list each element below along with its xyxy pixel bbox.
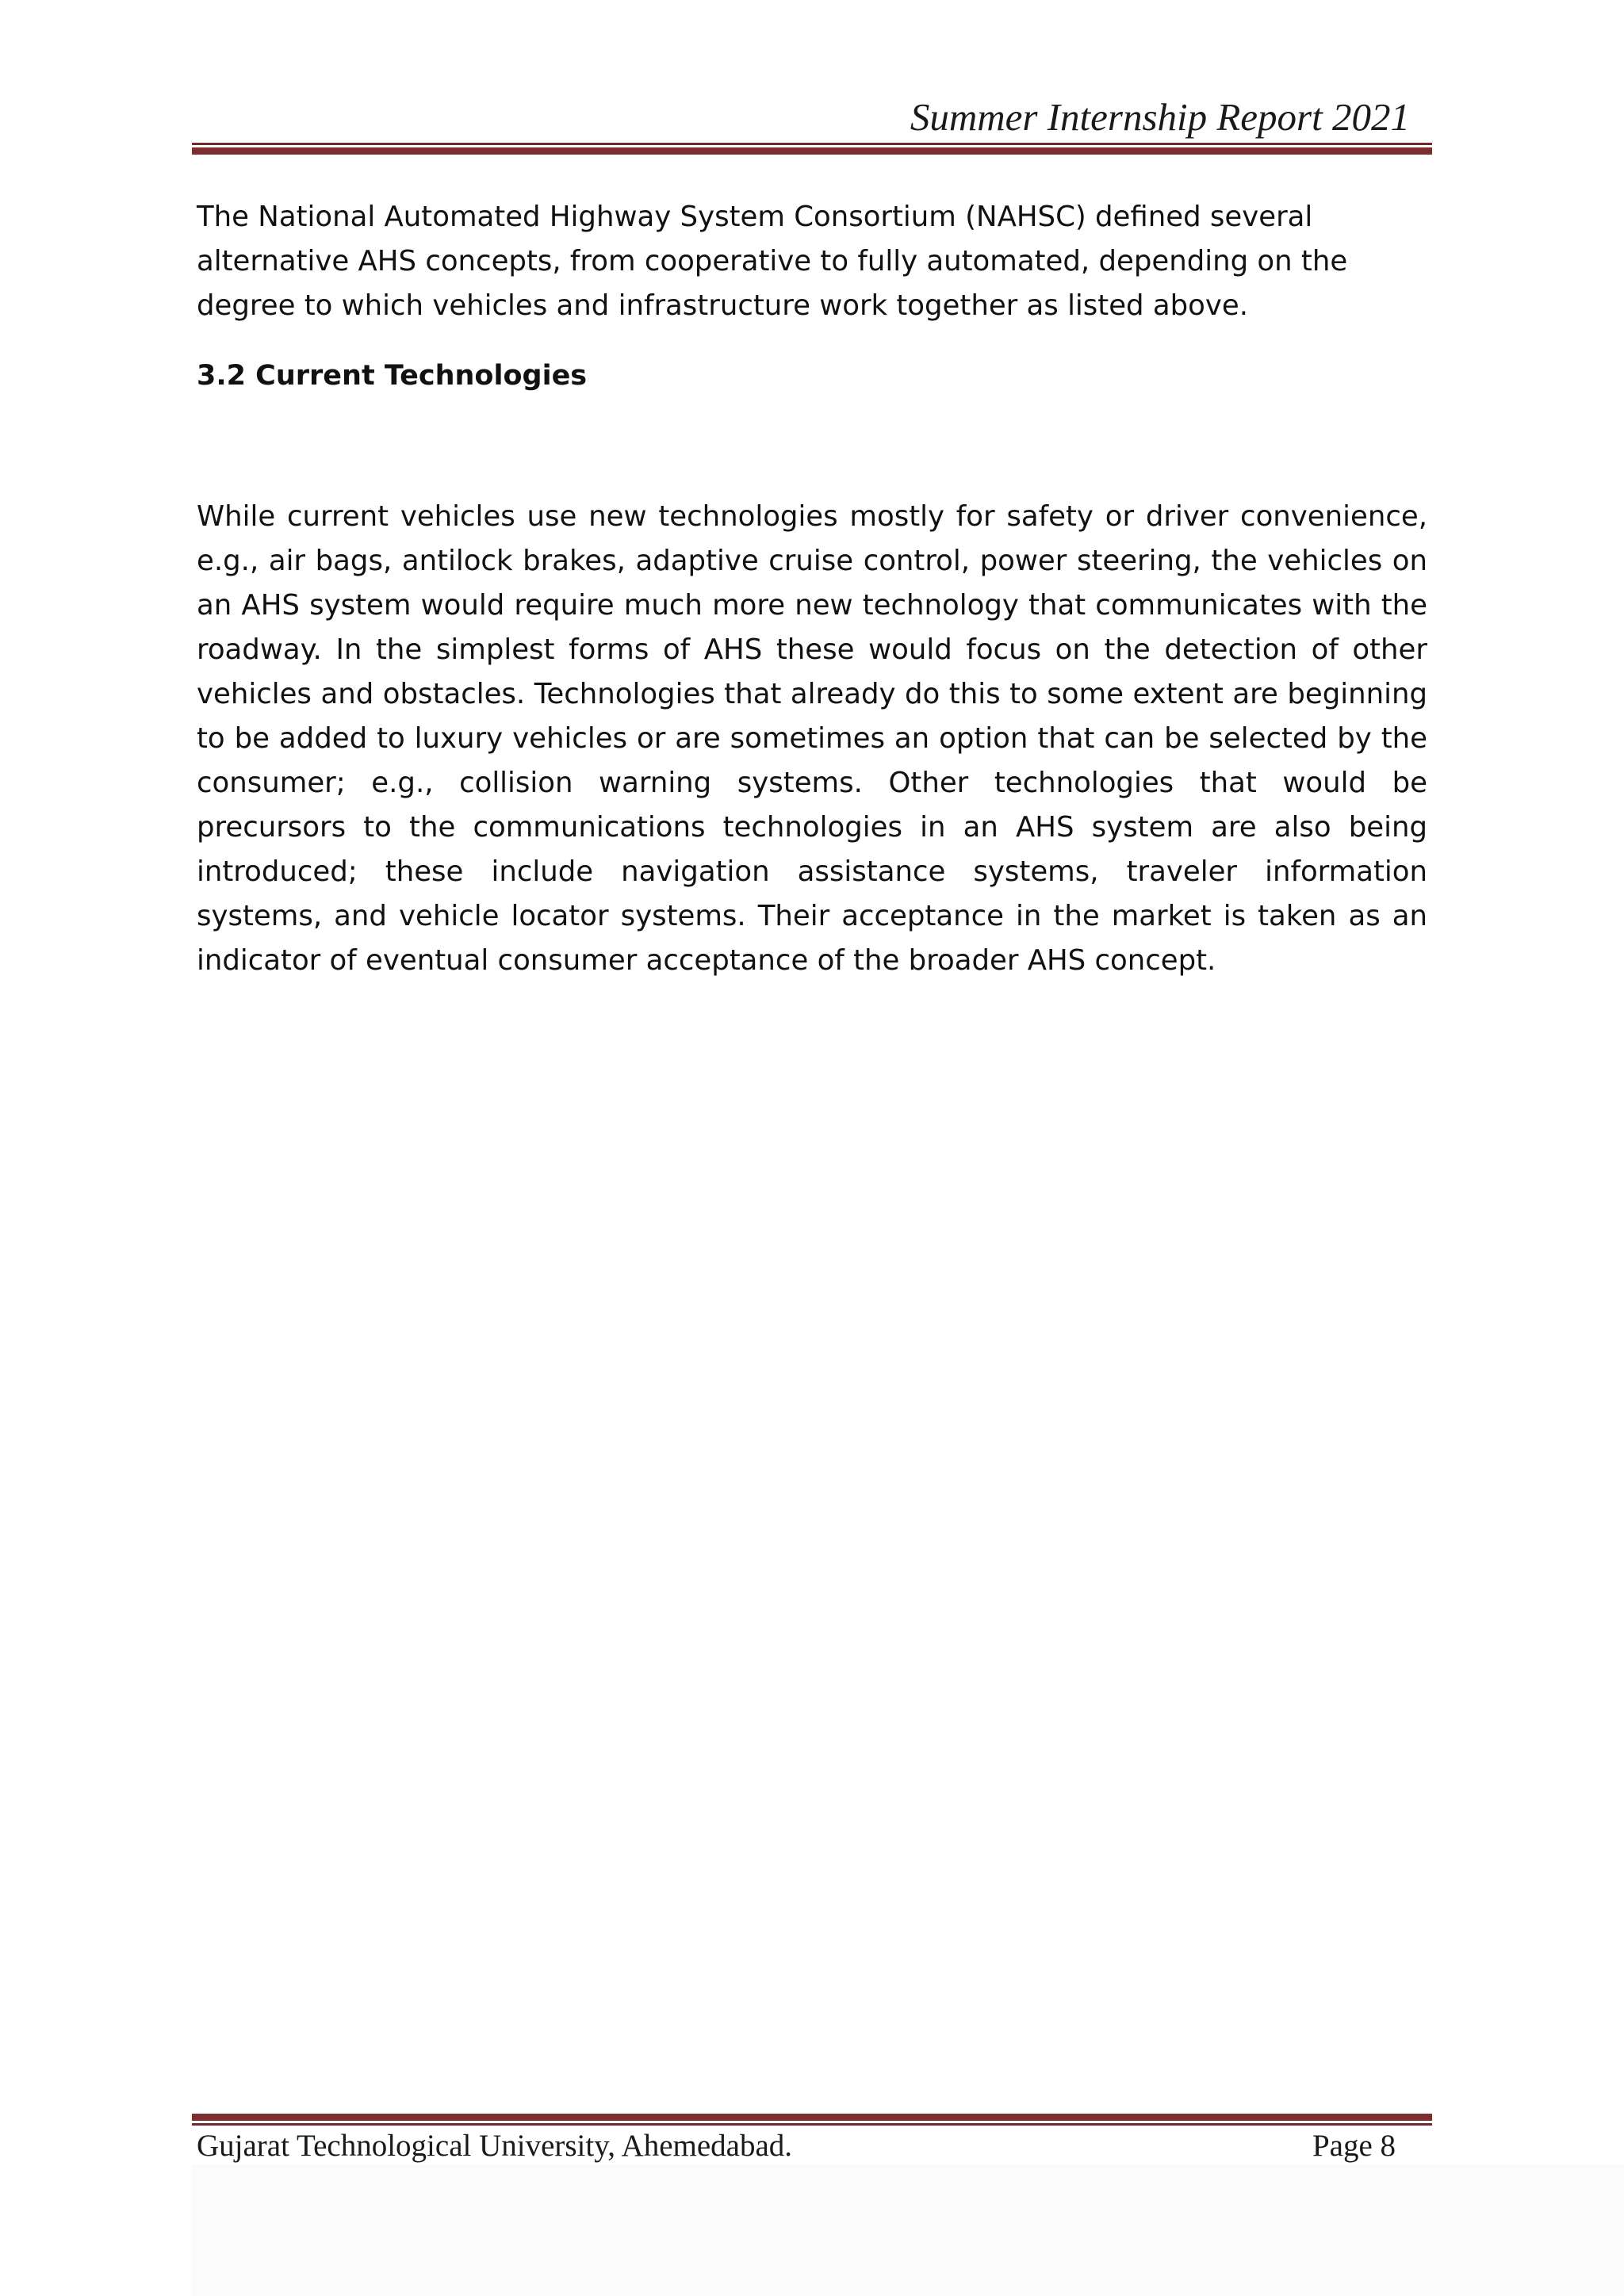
footer-rule bbox=[192, 2114, 1432, 2126]
intro-paragraph: The National Automated Highway System Consortium (NAHSC) defined several alternative AHS concepts, from cooperative to fully automated, depending on the degree to which vehicles and infrastructure work together as listed above. bbox=[197, 201, 1348, 322]
technologies-paragraph: While current vehicles use new technologies mostly for safety or driver convenience, e.g., air bags, antilock brakes, adaptive cruise control, power steering, the vehicles on an AHS system would require much more new technology that communicates with the roadway. In the simplest forms of AHS these would focus on the detection of other vehicles and obstacles. Technologies that already do this to some extent are beginning to be added to luxury vehicles or are sometimes an option that can be selected by the consumer; e.g., collision warning systems. Other technologies that would be precursors to the communications technologies in an AHS system are also being introduced; these include navigation assistance systems, traveler information systems, and vehicle locator systems. Their acceptance in the market is taken as an indicator of eventual consumer acceptance of the broader AHS concept. bbox=[197, 500, 1427, 977]
section-heading: 3.2 Current Technologies bbox=[197, 360, 588, 392]
footer-page-number: Page 8 bbox=[1312, 2129, 1396, 2163]
footer-shade bbox=[192, 2164, 1624, 2296]
footer-institution: Gujarat Technological University, Ahemedabad. bbox=[197, 2129, 793, 2163]
header-title: Summer Internship Report 2021 bbox=[910, 95, 1410, 139]
header-rule bbox=[192, 143, 1432, 155]
